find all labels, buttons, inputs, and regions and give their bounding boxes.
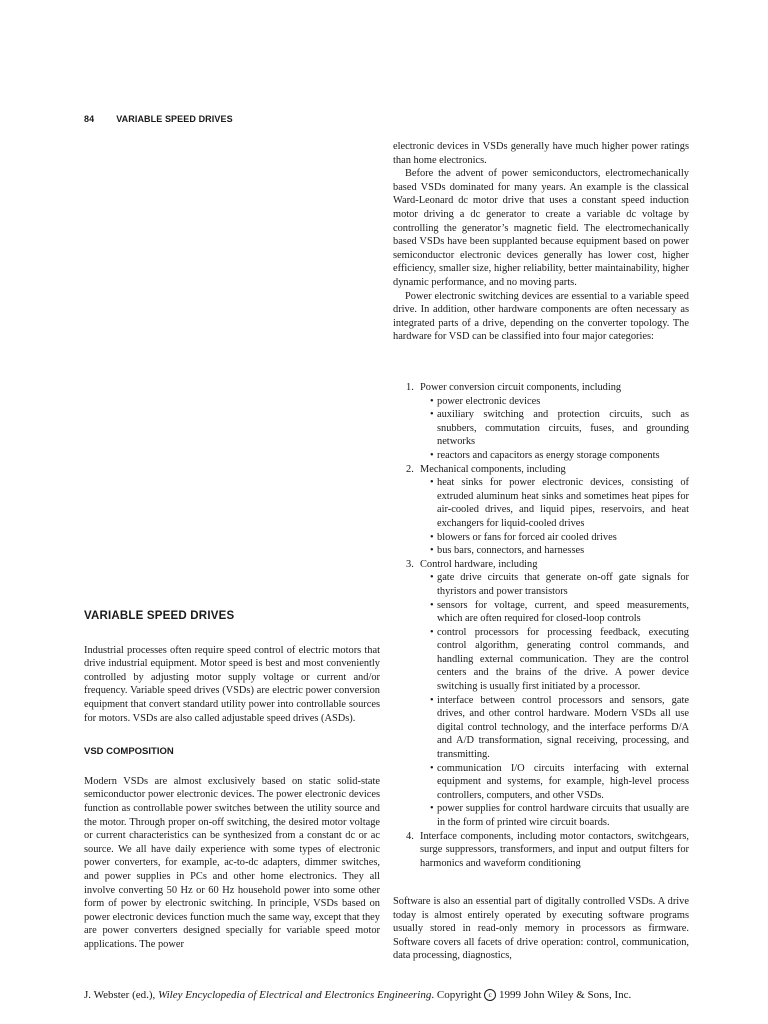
bullet-icon: • xyxy=(430,599,434,611)
bullet-icon: • xyxy=(430,531,434,543)
running-title: VARIABLE SPEED DRIVES xyxy=(116,114,233,124)
bullet-item xyxy=(430,395,689,409)
bullet-text: reactors and capacitors as energy storage components xyxy=(437,449,660,461)
bullet-icon: • xyxy=(430,449,434,461)
bullet-item xyxy=(430,762,689,803)
bullet-item xyxy=(430,626,689,694)
bullet-item xyxy=(430,802,689,829)
right-column-top xyxy=(393,140,689,344)
bullet-list xyxy=(420,395,689,463)
bullet-icon: • xyxy=(430,409,434,421)
footer-year-holder: 1999 John Wiley & Sons, Inc. xyxy=(498,989,632,1001)
category-item xyxy=(406,381,689,463)
paragraph: Power electronic switching devices are essential to a variable speed drive. In addition, other hardware components are often necessary as integrated parts of a drive, depending on the converter topology. The hardware for VSD can be classified into four major categories: xyxy=(393,290,689,343)
running-header xyxy=(84,114,233,124)
bullet-item xyxy=(430,694,689,762)
category-item xyxy=(406,463,689,558)
bullet-icon: • xyxy=(430,545,434,557)
bullet-icon: • xyxy=(430,694,434,706)
bullet-text: heat sinks for power electronic devices, consisting of extruded aluminum heat sinks and sometimes heat pipes for air-cooled drives, and liquid pipes, reservoirs, and heat exchangers for liquid-cooled drives xyxy=(437,477,689,529)
paragraph: Software is also an essential part of digitally controlled VSDs. A drive today is almost entirely operated by executing software programs usually stored in read-only memory in processors as firmware. Software covers all facets of drive operation: control, communication, data processing, diagnostics, xyxy=(393,896,689,962)
bullet-text: power supplies for control hardware circuits that usually are in the form of printed wire circuit boards. xyxy=(437,803,689,828)
bullet-item xyxy=(430,408,689,449)
category-number: 3. xyxy=(406,558,414,570)
left-column xyxy=(84,610,380,951)
bullet-icon: • xyxy=(430,395,434,407)
bullet-item xyxy=(430,449,689,463)
footer-editor: J. Webster (ed.), xyxy=(84,989,156,1001)
bullet-text: interface between control processors and sensors, gate drives, and other control hardware. Modern VSDs all use digital control technology, and the interface performs D/A and A/D transformation, signal receiving, processing, and transmitting. xyxy=(437,694,689,761)
bullet-icon: • xyxy=(430,572,434,584)
bullet-icon: • xyxy=(430,626,434,638)
right-column-bottom xyxy=(393,895,689,963)
subsection-title: VSD COMPOSITION xyxy=(84,746,174,758)
bullet-item xyxy=(430,571,689,598)
copyright-icon: c xyxy=(484,989,496,1001)
paragraph: Before the advent of power semiconductors, electromechanically based VSDs dominated for many years. An example is the classical Ward-Leonard dc motor drive that uses a constant speed induction motor driving a dc generator to create a variable dc voltage by controlling the generator’s magnetic field. The electromechanically based VSDs have been supplanted because equipment based on power semiconductor electronic devices generally has lower cost, higher efficiency, smaller size, higher reliability, better maintainability, higher dynamic performance, and no moving parts. xyxy=(393,168,689,288)
category-item xyxy=(406,830,689,871)
bullet-text: sensors for voltage, current, and speed measurements, which are often required for closed-loop controls xyxy=(437,599,689,625)
section-title: VARIABLE SPEED DRIVES xyxy=(84,610,235,622)
paragraph: Modern VSDs are almost exclusively based on static solid-state semiconductor power electronic devices. The power electronic devices function as controllable power switches between the utility source and the motor. Through proper on-off switching, the desired motor voltage or current characteristics can be synthesized from a constant dc or ac source. We all have daily experience with some types of electronic power converters, for example, ac-to-dc adapters, dimmer switches, and power supplies in PCs and other home electronics. They all involve converting 50 Hz or 60 Hz household power into some other form of power by electronic switching. In principle, VSDs based on power electronic devices function much the same way, except that they are power converters designed specially for variable speed motor applications. The power xyxy=(84,775,380,950)
category-label: Interface components, including motor contactors, switchgears, surge suppressors, transformers, and input and output filters for harmonics and waveform conditioning xyxy=(420,830,689,869)
category-label: Mechanical components, including xyxy=(420,463,566,475)
citation-footer xyxy=(84,989,631,1001)
footer-work-title: Wiley Encyclopedia of Electrical and Electronics Engineering xyxy=(158,989,432,1001)
category-label: Power conversion circuit components, including xyxy=(420,382,622,393)
category-item xyxy=(406,558,689,830)
category-number: 1. xyxy=(406,382,414,393)
bullet-item xyxy=(430,531,689,545)
bullet-icon: • xyxy=(430,803,434,815)
paragraph: Industrial processes often require speed control of electric motors that drive industrial equipment. Motor speed is best and most conveniently controlled by adjusting motor supply voltage or current and/or frequency. Variable speed drives (VSDs) are electric power conversion equipment that convert standard utility power into controllable sources for motors. VSDs are also called adjustable speed drives (ASDs). xyxy=(84,644,380,724)
bullet-icon: • xyxy=(430,477,434,489)
bullet-text: communication I/O circuits interfacing with external equipment and systems, for example, high-level process controllers, computers, and other VSDs. xyxy=(437,762,689,801)
bullet-text: blowers or fans for forced air cooled drives xyxy=(437,531,617,543)
bullet-list xyxy=(420,571,689,829)
category-label: Control hardware, including xyxy=(420,558,538,570)
bullet-list xyxy=(420,476,689,558)
paragraph: electronic devices in VSDs generally have much higher power ratings than home electronics. xyxy=(393,141,689,166)
hardware-category-list xyxy=(406,381,689,870)
bullet-text: bus bars, connectors, and harnesses xyxy=(437,545,585,557)
bullet-item xyxy=(430,599,689,626)
bullet-icon: • xyxy=(430,762,434,774)
page-number: 84 xyxy=(84,114,95,124)
footer-copyright-word: . Copyright xyxy=(431,989,482,1001)
category-number: 4. xyxy=(406,830,414,842)
bullet-item xyxy=(430,544,689,558)
category-number: 2. xyxy=(406,463,414,475)
bullet-text: power electronic devices xyxy=(437,395,541,407)
bullet-item xyxy=(430,476,689,530)
bullet-text: gate drive circuits that generate on-off gate signals for thyristors and power transistors xyxy=(437,572,689,597)
bullet-text: auxiliary switching and protection circuits, such as snubbers, commutation circuits, fuses, and grounding networks xyxy=(437,409,689,448)
bullet-text: control processors for processing feedback, executing control algorithm, generating control commands, and handling external communication. They are the control centers and the brains of the drive. A power device switching is usually first initiated by a processor. xyxy=(437,626,689,693)
